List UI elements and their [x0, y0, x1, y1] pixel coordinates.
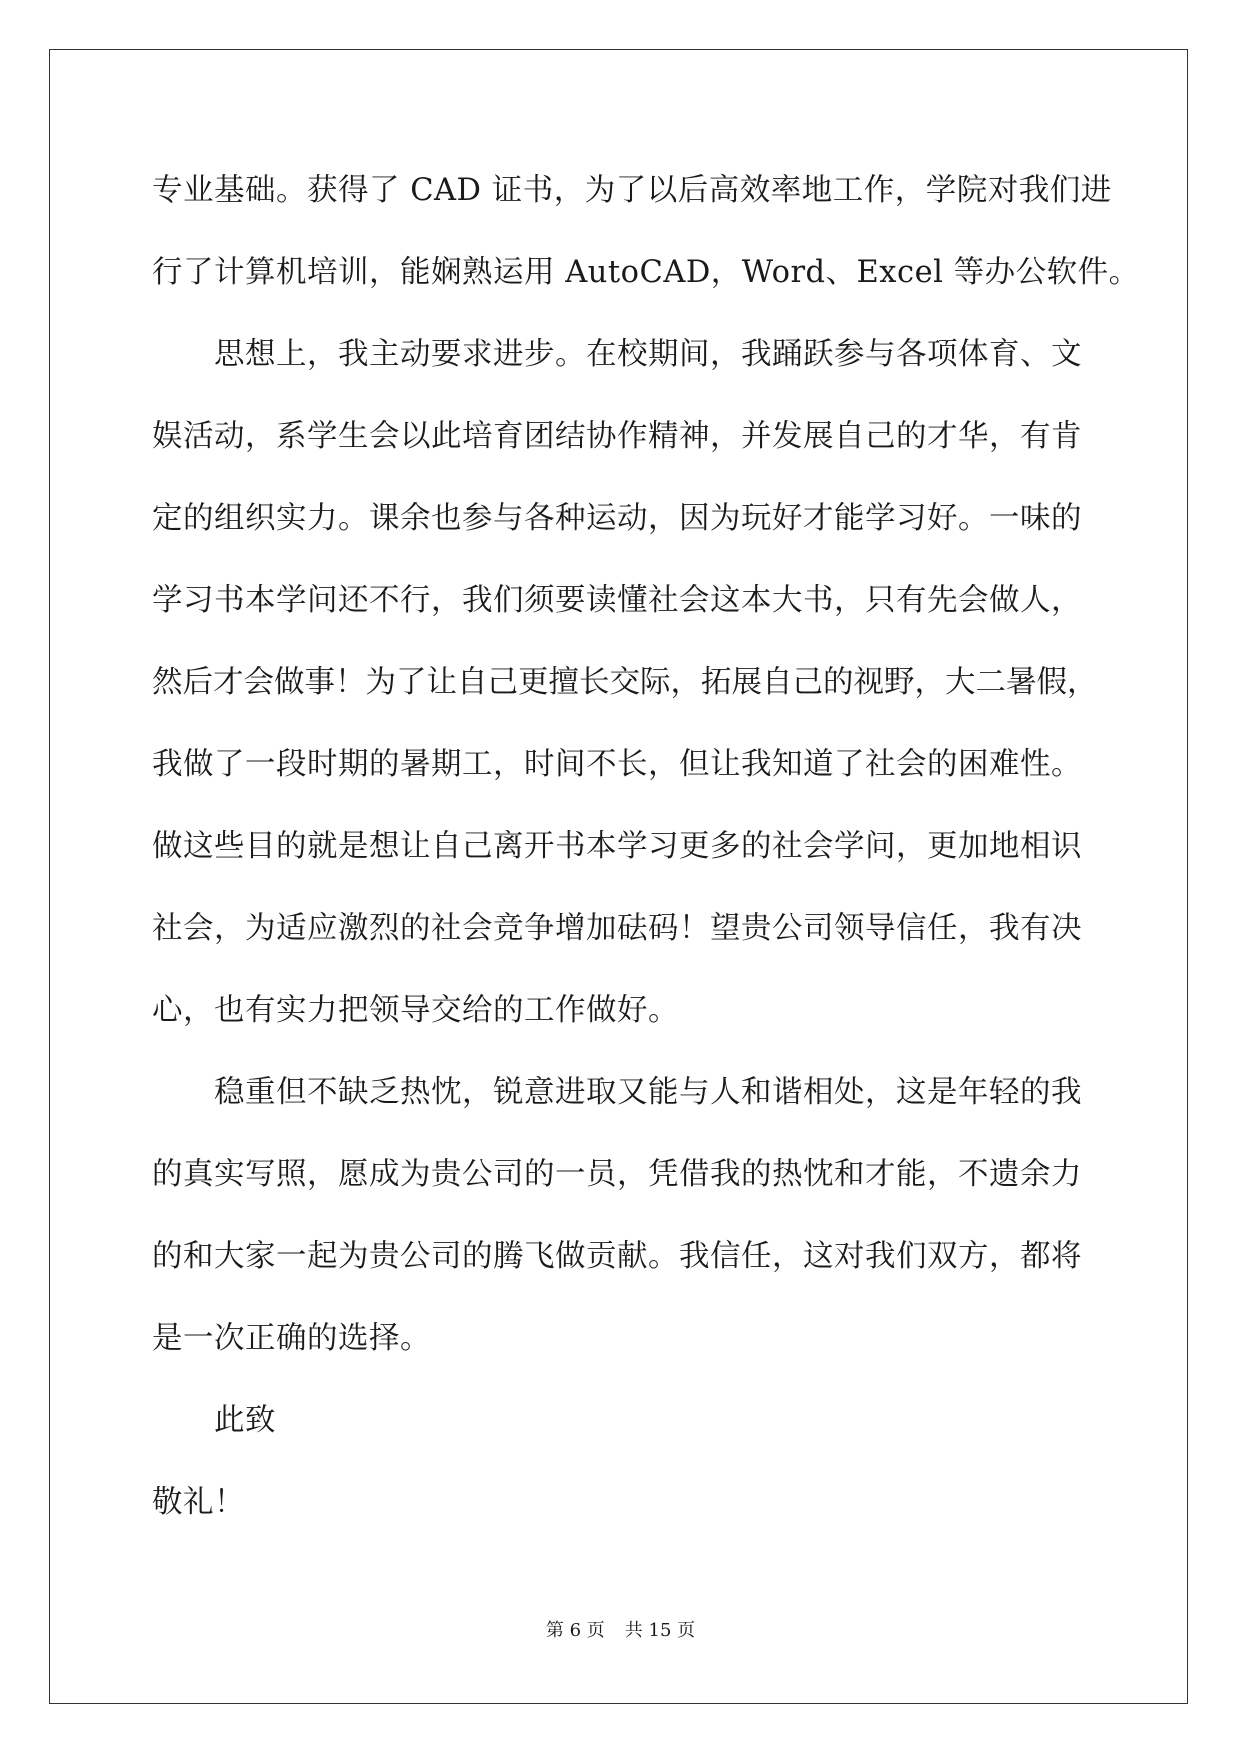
text-line: 然后才会做事！为了让自己更擅长交际，拓展自己的视野，大二暑假，: [152, 665, 1098, 700]
text-line: 做这些目的就是想让自己离开书本学习更多的社会学问，更加地相识: [152, 829, 1082, 864]
page-total: 共 15 页: [624, 1620, 696, 1641]
paragraph-start-line: 思想上，我主动要求进步。在校期间，我踊跃参与各项体育、文: [214, 337, 1082, 372]
text-line: 娱活动，系学生会以此培育团结协作精神，并发展自己的才华，有肯: [152, 419, 1082, 454]
letter-body: [152, 163, 1140, 1557]
text-line: 学习书本学问还不行，我们须要读懂社会这本大书，只有先会做人，: [152, 583, 1082, 618]
text-line: 行了计算机培训，能娴熟运用 AutoCAD，Word、Excel 等办公软件。: [152, 255, 1140, 290]
text-line: 我做了一段时期的暑期工，时间不长，但让我知道了社会的困难性。: [152, 747, 1082, 782]
text-line: 社会，为适应激烈的社会竞争增加砝码！望贵公司领导信任，我有决: [152, 911, 1082, 946]
page-number: 第 6 页: [545, 1620, 605, 1641]
text-line: 专业基础。获得了 CAD 证书，为了以后高效率地工作，学院对我们进: [152, 173, 1112, 208]
closing-regards: 敬礼！: [152, 1485, 245, 1520]
paragraph-start-line: 稳重但不缺乏热忱，锐意进取又能与人和谐相处，这是年轻的我: [214, 1075, 1082, 1110]
text-line: 心，也有实力把领导交给的工作做好。: [152, 993, 679, 1028]
text-line: 是一次正确的选择。: [152, 1321, 431, 1356]
closing-salutation: 此致: [214, 1403, 276, 1438]
text-line: 的真实写照，愿成为贵公司的一员，凭借我的热忱和才能，不遗余力: [152, 1157, 1082, 1192]
text-line: 定的组织实力。课余也参与各种运动，因为玩好才能学习好。一味的: [152, 501, 1082, 536]
text-line: 的和大家一起为贵公司的腾飞做贡献。我信任，这对我们双方，都将: [152, 1239, 1082, 1274]
page-footer: [0, 1616, 1241, 1642]
